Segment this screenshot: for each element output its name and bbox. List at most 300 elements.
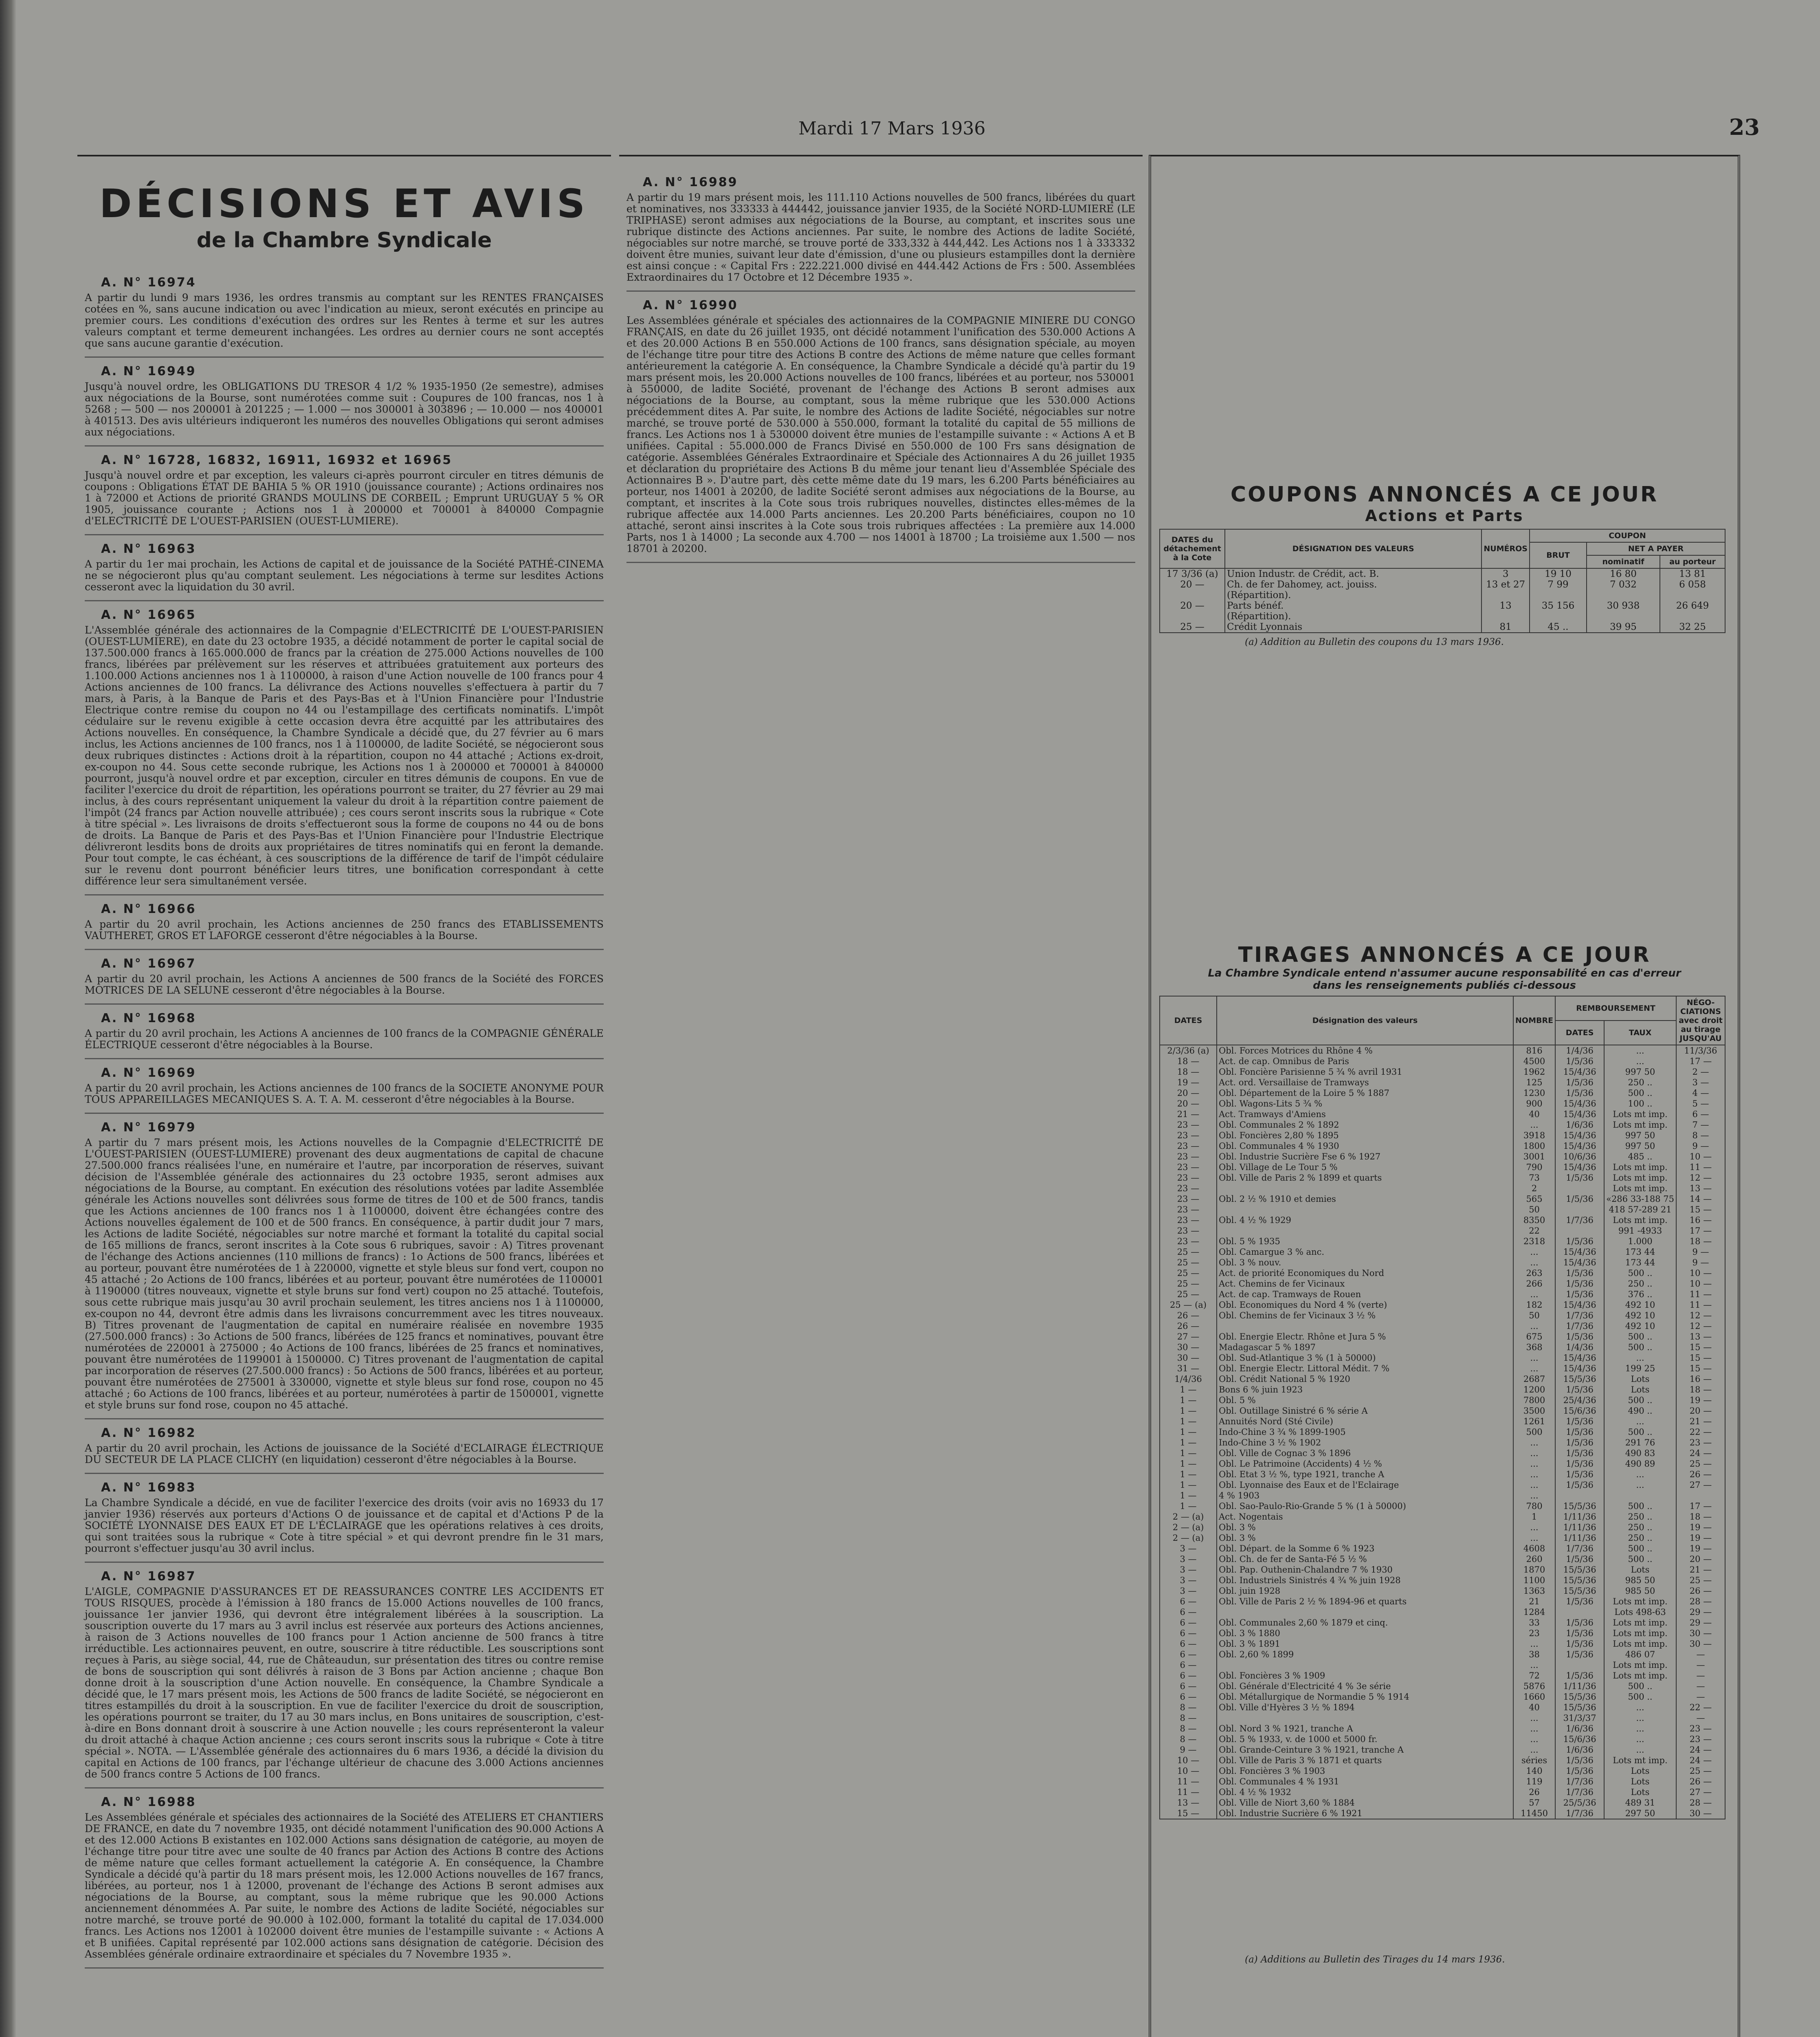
- cell-taux: ...: [1604, 1734, 1676, 1744]
- cell-designation: Obl. Ville de Paris 3 % 1871 et quarts: [1217, 1755, 1513, 1766]
- cell-designation: Obl. Ch. de fer de Santa-Fé 5 ½ %: [1217, 1554, 1513, 1564]
- cell-date: 23 —: [1160, 1120, 1217, 1130]
- cell-taux: Lots: [1604, 1374, 1676, 1384]
- cell-porteur: 6 058: [1660, 579, 1725, 590]
- cell-nego: 17 —: [1676, 1225, 1725, 1236]
- cell-taux: Lots: [1604, 1384, 1676, 1395]
- cell-numero: 81: [1481, 622, 1530, 633]
- cell-taux: 500 ..: [1604, 1427, 1676, 1437]
- cell-nombre: 1200: [1513, 1384, 1555, 1395]
- cell-numero: [1481, 611, 1530, 622]
- cell-rdate: 15/5/36: [1555, 1586, 1604, 1596]
- table-row: [1160, 1808, 1725, 1819]
- cell-taux: 490 ..: [1604, 1406, 1676, 1416]
- cell-date: 8 —: [1160, 1713, 1217, 1723]
- cell-taux: 500 ..: [1604, 1342, 1676, 1353]
- cell-designation: Obl. juin 1928: [1217, 1586, 1513, 1596]
- table-row: [1160, 579, 1725, 590]
- cell-rdate: 1/11/36: [1555, 1533, 1604, 1543]
- table-row: [1160, 1437, 1725, 1448]
- avis-list-continued: [619, 169, 1143, 563]
- tirages-header-dates: DATES: [1160, 996, 1217, 1045]
- table-row: [1160, 1268, 1725, 1278]
- cell-nego: 18 —: [1676, 1511, 1725, 1522]
- avis-item: [85, 1005, 604, 1059]
- cell-rdate: 1/7/36: [1555, 1787, 1604, 1797]
- cell-date: 1 —: [1160, 1437, 1217, 1448]
- cell-rdate: 1/5/36: [1555, 1554, 1604, 1564]
- cell-nego: 22 —: [1676, 1702, 1725, 1713]
- table-row: [1160, 1331, 1725, 1342]
- cell-designation: [1217, 1660, 1513, 1670]
- cell-rdate: 15/4/36: [1555, 1353, 1604, 1363]
- coupons-header-dates: DATES du détachement à la Cote: [1160, 529, 1225, 568]
- cell-nombre: ...: [1513, 1437, 1555, 1448]
- cell-rdate: 15/4/36: [1555, 1257, 1604, 1268]
- table-row: [1160, 1395, 1725, 1406]
- cell-taux: ...: [1604, 1416, 1676, 1427]
- cell-nombre: 2318: [1513, 1236, 1555, 1247]
- cell-nego: 12 —: [1676, 1321, 1725, 1331]
- cell-taux: Lots mt imp.: [1604, 1109, 1676, 1120]
- coupons-subtitle: Actions et Parts: [1365, 507, 1524, 525]
- cell-nombre: 23: [1513, 1628, 1555, 1639]
- cell-designation: [1217, 1225, 1513, 1236]
- table-row: [1160, 601, 1725, 611]
- cell-date: 6 —: [1160, 1649, 1217, 1660]
- table-row: [1160, 1384, 1725, 1395]
- cell-nego: 10 —: [1676, 1268, 1725, 1278]
- cell-rdate: [1555, 1607, 1604, 1617]
- cell-date: 23 —: [1160, 1183, 1217, 1194]
- cell-designation: [1217, 1607, 1513, 1617]
- cell-taux: 173 44: [1604, 1247, 1676, 1257]
- tirages-header-rdates: DATES: [1555, 1021, 1604, 1045]
- cell-nego: —: [1676, 1649, 1725, 1660]
- cell-nombre: ...: [1513, 1257, 1555, 1268]
- table-row: [1160, 1109, 1725, 1120]
- cell-nombre: 3500: [1513, 1406, 1555, 1416]
- cell-rdate: 1/5/36: [1555, 1236, 1604, 1247]
- avis-text: L'Assemblée générale des actionnaires de la Compagnie d'ELECTRICITÉ DE L'OUEST-PARISIEN (OUEST-LUMIERE), en date du 23 octobre 1935, a décidé notamment de porter le capital social de 137.500.000 francs à 165.000.000 de francs par la création de 275.000 Actions nouvelles de 100 francs, libérées par prélèvement sur les réserves et attribuées gratuitement aux porteurs des 1.100.000 Actions anciennes nos 1 à 1100000, à raison d'une Action nouvelle de 100 francs pour 4 Actions anciennes de 100 francs. La délivrance des Actions nouvelles s'effectuera à partir du 7 mars, à Paris, à la Banque de Paris et des Pays-Bas et à l'Union Financière pour l'Industrie Electrique contre remise du coupon no 44 ou l'estampillage des certificats nominatifs. L'impôt cédulaire sur le revenu exigible à cette occasion devra être acquitté par les attributaires des Actions nouvelles. En conséquence, la Chambre Syndicale a décidé que, du 27 février au 6 mars inclus, les Actions anciennes de 100 francs, nos 1 à 1100000, de ladite Société, se négocieront sous deux rubriques distinctes : Actions droit à la répartition, coupon no 44 attaché ; Actions ex-droit, ex-coupon no 44. Sous cette seconde rubrique, les Actions nos 1 à 200000 et 700001 à 840000 pourront, jusqu'à nouvel ordre et par exception, circuler en titres démunis de coupons. En vue de faciliter l'exercice du droit de répartition, les opérations pourront se traiter, du 27 février au 29 mai inclus, à des cours représentant uniquement la valeur du droit à la répartition contre paiement de l'impôt (24 francs par Action nouvelle attribuée) ; ces cours seront inscrits sous la rubrique « Cote à titre spécial ». Les livraisons de droits s'effectueront sous la forme de coupons no 44 ou de bons de droits. La Banque de Paris et des Pays-Bas et l'Union Financière pour l'Industrie Electrique délivreront lesdits bons de droits aux propriétaires de titres nominatifs qui en feront la demande. Pour tout compte, le cas échéant, à ces souscriptions de la différence de tarif de l'impôt cédulaire sur le revenu dont pourront bénéficier leurs titres, une bonification correspondant à cette différence leur sera simultanément versée.: [85, 624, 604, 887]
- tirages-header-remboursement: REMBOURSEMENT: [1555, 996, 1676, 1021]
- cell-taux: 418 57-289 21: [1604, 1204, 1676, 1215]
- cell-nego: 14 —: [1676, 1194, 1725, 1204]
- cell-date: 23 —: [1160, 1215, 1217, 1225]
- cell-nego: 16 —: [1676, 1374, 1725, 1384]
- cell-rdate: 1/5/36: [1555, 1088, 1604, 1098]
- cell-nego: 18 —: [1676, 1384, 1725, 1395]
- cell-designation: Obl. Générale d'Electricité 4 % 3e série: [1217, 1681, 1513, 1692]
- cell-nombre: ...: [1513, 1744, 1555, 1755]
- table-row: [1160, 1543, 1725, 1554]
- cell-rdate: 10/6/36: [1555, 1151, 1604, 1162]
- cell-designation: [1217, 1204, 1513, 1215]
- cell-nego: 24 —: [1676, 1744, 1725, 1755]
- page-header: [65, 110, 1792, 147]
- cell-designation: Obl. Outillage Sinistré 6 % série A: [1217, 1406, 1513, 1416]
- table-row: [1160, 1533, 1725, 1543]
- cell-taux: 250 ..: [1604, 1511, 1676, 1522]
- cell-nombre: ...: [1513, 1353, 1555, 1363]
- cell-taux: Lots mt imp.: [1604, 1215, 1676, 1225]
- cell-date: 23 —: [1160, 1225, 1217, 1236]
- cell-taux: 492 10: [1604, 1310, 1676, 1321]
- avis-text: A partir du 20 avril prochain, les Actions de jouissance de la Société d'ECLAIRAGE ÉLECTRIQUE DU SECTEUR DE LA PLACE CLICHY (en liquidation) cesseront d'être négociables à la Bourse.: [85, 1442, 604, 1465]
- cell-taux: 486 07: [1604, 1649, 1676, 1660]
- avis-text: A partir du 1er mai prochain, les Actions de capital et de jouissance de la Société PATHÉ-CINEMA ne se négocieront plus qu'au comptant seulement. Les négociations à terme sur lesdites Actions cesseront avec la liquidation du 30 avril.: [85, 558, 604, 593]
- avis-item: [85, 1563, 604, 1788]
- cell-rdate: 31/3/37: [1555, 1713, 1604, 1723]
- cell-taux: Lots: [1604, 1564, 1676, 1575]
- cell-nego: 26 —: [1676, 1469, 1725, 1480]
- cell-taux: Lots mt imp.: [1604, 1172, 1676, 1183]
- cell-rdate: 15/5/36: [1555, 1501, 1604, 1511]
- cell-date: 9 —: [1160, 1744, 1217, 1755]
- avis-text: A partir du 7 mars présent mois, les Actions nouvelles de la Compagnie d'ELECTRICITÉ DE L'OUEST-PARISIEN (OUEST-LUMIERE) provenant des deux augmentations de capital de chacune 27.500.000 francs réalisées l'une, en numéraire et l'autre, par incorporation de réserves, suivant décision de l'Assemblée générale des actionnaires du 23 octobre 1935, seront admises aux négociations de la Bourse, au comptant. En exécution des résolutions votées par ladite Assemblée générale les Actions nouvelles sont délivrées sous forme de titres de 100 et de 500 francs, tandis que les Actions anciennes de 100 francs nos 1 à 1100000, doivent être échangées contre des Actions nouvelles également de 100 et de 500 francs. En conséquence, à partir dudit jour 7 mars, les Actions de ladite Société, négociables sur notre marché et formant la totalité du capital social de 165 millions de francs, seront inscrites à la Cote sous 6 rubriques, savoir : A) Titres provenant de l'échange des Actions anciennes (110 millions de francs) : 1o Actions de 500 francs, libérées et au porteur, pouvant être numérotées de 1 à 220000, vignette et style bleus sur fond vert, coupon no 45 attaché ; 2o Actions de 100 francs, libérées et au porteur, pouvant être numérotées de 1100001 à 1190000 (titres nouveaux, vignette et style bruns sur fond vert) coupon no 25 attaché. Toutefois, sous cette rubrique mais jusqu'au 30 avril prochain seulement, les titres anciens nos 1 à 1100000, ex-coupon no 44, devront être admis dans les livraisons concurremment avec les titres nouveaux. B) Titres provenant de l'augmentation de capital en numéraire réalisée en novembre 1935 (27.500.000 francs) : 3o Actions de 500 francs, libérées de 125 francs et nominatives, pouvant être numérotées de 220001 à 275000 ; 4o Actions de 100 francs, libérées de 25 francs et nominatives, pouvant être numérotées de 1199001 à 1500000. C) Titres provenant de l'augmentation de capital par incorporation de réserves (27.500.000 francs) : 5o Actions de 500 francs, libérées et au porteur, pouvant être numérotées de 275001 à 330000, vignette et style bleus sur fond rose, coupon no 45 attaché ; 6o Actions de 100 francs, libérées et au porteur, numérotées à partir de 1500001, vignette et style bruns sur fond rose, coupon no 45 attaché.: [85, 1137, 604, 1411]
- cell-date: 23 —: [1160, 1172, 1217, 1183]
- cell-taux: 1.000: [1604, 1236, 1676, 1247]
- table-row: [1160, 1077, 1725, 1088]
- cell-taux: 250 ..: [1604, 1077, 1676, 1088]
- cell-nombre: 5876: [1513, 1681, 1555, 1692]
- cell-nego: 30 —: [1676, 1639, 1725, 1649]
- cell-date: 1 —: [1160, 1427, 1217, 1437]
- cell-designation: [1217, 1183, 1513, 1194]
- coupons-header-coupon: COUPON: [1530, 529, 1725, 542]
- cell-nombre: 1284: [1513, 1607, 1555, 1617]
- cell-nombre: 790: [1513, 1162, 1555, 1172]
- cell-nego: —: [1676, 1692, 1725, 1702]
- coupons-footnote: (a) Addition au Bulletin des coupons du 13 mars 1936.: [1245, 637, 1504, 647]
- cell-nego: 4 —: [1676, 1088, 1725, 1098]
- cell-nombre: 260: [1513, 1554, 1555, 1564]
- cell-taux: Lots mt imp.: [1604, 1660, 1676, 1670]
- cell-nombre: ...: [1513, 1660, 1555, 1670]
- cell-designation: Act. Chemins de fer Vicinaux: [1217, 1278, 1513, 1289]
- avis-text: L'AIGLE, COMPAGNIE D'ASSURANCES ET DE REASSURANCES CONTRE LES ACCIDENTS ET TOUS RISQUES, procède à l'émission à 180 francs de 15.000 Actions nouvelles de 100 francs, jouissance 1er janvier 1936, qui devront être intégralement libérées à la souscription. La souscription ouverte du 17 mars au 3 avril inclus est réservée aux porteurs des Actions anciennes, à raison de 3 Actions nouvelles de 100 francs pour 1 Action ancienne de 500 francs à titre irréductible. Les actionnaires peuvent, en outre, souscrire à titre réductible. Les souscriptions sont reçues à Paris, au siège social, 44, rue de Châteaudun, sur présentation des titres ou contre remise de bons de souscription qui sont délivrés à raison de 3 Bons par Action ancienne ; chaque Bon donne droit à la souscription d'une Action nouvelle. En conséquence, la Chambre Syndicale a décidé que, le 17 mars présent mois, les Actions de 500 francs de ladite Société, se négocieront en titres estampillés du droit à la souscription. En vue de faciliter l'exercice du droit de souscription, les opérations pourront se traiter, du 17 au 30 mars inclus, en Bons unitaires de souscription, c'est-à-dire en Bons donnant droit à souscrire à une Action nouvelle ; les cours représenteront la valeur du droit attaché à chaque Action ancienne ; ces cours seront inscrits sous la rubrique « Cote à titre spécial ». NOTA. — L'Assemblée générale des actionnaires du 6 mars 1936, a décidé la division du capital en Actions de 100 francs, par l'échange ultérieur de chacune des 3.000 Actions anciennes de 500 francs contre 5 Actions de 100 francs.: [85, 1586, 604, 1780]
- table-row: [1160, 1458, 1725, 1469]
- cell-designation: Obl. Energie Electr. Rhône et Jura 5 %: [1217, 1331, 1513, 1342]
- cell-designation: Obl. 3 % 1880: [1217, 1628, 1513, 1639]
- table-row: [1160, 1649, 1725, 1660]
- cell-rdate: 15/4/36: [1555, 1109, 1604, 1120]
- cell-porteur: 32 25: [1660, 622, 1725, 633]
- avis-item: [85, 535, 604, 601]
- cell-nego: 11/3/36: [1676, 1045, 1725, 1056]
- cell-nego: 25 —: [1676, 1575, 1725, 1586]
- cell-taux: 500 ..: [1604, 1543, 1676, 1554]
- cell-nombre: ...: [1513, 1458, 1555, 1469]
- cell-date: 6 —: [1160, 1670, 1217, 1681]
- table-row: [1160, 1056, 1725, 1067]
- table-row: [1160, 1406, 1725, 1416]
- cell-nego: 17 —: [1676, 1056, 1725, 1067]
- cell-date: 2 — (a): [1160, 1533, 1217, 1543]
- cell-nombre: ...: [1513, 1480, 1555, 1490]
- table-row: [1160, 1225, 1725, 1236]
- table-row: [1160, 1776, 1725, 1787]
- cell-designation: Obl. Département de la Loire 5 % 1887: [1217, 1088, 1513, 1098]
- cell-date: 1 —: [1160, 1469, 1217, 1480]
- cell-taux: 500 ..: [1604, 1554, 1676, 1564]
- cell-date: 3 —: [1160, 1543, 1217, 1554]
- cell-designation: Obl. Lyonnaise des Eaux et de l'Eclairage: [1217, 1480, 1513, 1490]
- cell-brut: 7 99: [1530, 579, 1587, 590]
- cell-designation: [1217, 1321, 1513, 1331]
- cell-designation: Indo-Chine 3 ½ % 1902: [1217, 1437, 1513, 1448]
- table-row: [1160, 1490, 1725, 1501]
- avis-item: [85, 1788, 604, 1969]
- table-row: [1160, 1469, 1725, 1480]
- cell-rdate: 1/7/36: [1555, 1543, 1604, 1554]
- cell-taux: Lots mt imp.: [1604, 1120, 1676, 1130]
- cell-taux: 500 ..: [1604, 1088, 1676, 1098]
- cell-nombre: 900: [1513, 1098, 1555, 1109]
- cell-nombre: 500: [1513, 1427, 1555, 1437]
- cell-rdate: 15/4/36: [1555, 1247, 1604, 1257]
- cell-nego: 16 —: [1676, 1215, 1725, 1225]
- cell-taux: Lots mt imp.: [1604, 1596, 1676, 1607]
- cell-rdate: 1/5/36: [1555, 1416, 1604, 1427]
- cell-taux: 485 ..: [1604, 1151, 1676, 1162]
- cell-nego: —: [1676, 1670, 1725, 1681]
- cell-nombre: 266: [1513, 1278, 1555, 1289]
- cell-nego: 19 —: [1676, 1533, 1725, 1543]
- cell-rdate: 1/5/36: [1555, 1755, 1604, 1766]
- cell-date: 20 —: [1160, 1098, 1217, 1109]
- cell-taux: Lots: [1604, 1766, 1676, 1776]
- cell-nombre: 50: [1513, 1204, 1555, 1215]
- table-row: [1160, 1247, 1725, 1257]
- cell-nombre: 40: [1513, 1702, 1555, 1713]
- cell-designation: Obl. Village de Le Tour 5 %: [1217, 1162, 1513, 1172]
- cell-date: 23 —: [1160, 1162, 1217, 1172]
- cell-nego: 27 —: [1676, 1787, 1725, 1797]
- table-row: [1160, 1215, 1725, 1225]
- cell-taux: Lots mt imp.: [1604, 1639, 1676, 1649]
- cell-designation: Obl. Foncières 3 % 1903: [1217, 1766, 1513, 1776]
- cell-date: 18 —: [1160, 1056, 1217, 1067]
- cell-date: 30 —: [1160, 1353, 1217, 1363]
- cell-taux: 985 50: [1604, 1575, 1676, 1586]
- table-row: [1160, 1554, 1725, 1564]
- cell-taux: 250 ..: [1604, 1522, 1676, 1533]
- cell-rdate: 15/5/36: [1555, 1564, 1604, 1575]
- cell-nombre: 816: [1513, 1045, 1555, 1056]
- avis-item: [85, 447, 604, 535]
- cell-taux: 997 50: [1604, 1130, 1676, 1141]
- table-row: [1160, 1702, 1725, 1713]
- cell-nombre: 33: [1513, 1617, 1555, 1628]
- cell-nombre: 1100: [1513, 1575, 1555, 1586]
- cell-taux: 490 83: [1604, 1448, 1676, 1458]
- cell-nominatif: 30 938: [1587, 601, 1660, 611]
- cell-date: 1 —: [1160, 1406, 1217, 1416]
- cell-date: 1 —: [1160, 1501, 1217, 1511]
- cell-rdate: 1/5/36: [1555, 1384, 1604, 1395]
- cell-designation: Obl. Sud-Atlantique 3 % (1 à 50000): [1217, 1353, 1513, 1363]
- cell-designation: Obl. 2 ½ % 1910 et demies: [1217, 1194, 1513, 1204]
- cell-taux: 492 10: [1604, 1300, 1676, 1310]
- table-row: [1160, 1120, 1725, 1130]
- cell-rdate: 1/7/36: [1555, 1215, 1604, 1225]
- avis-number: A. N° 16979: [101, 1120, 196, 1135]
- cell-nego: 26 —: [1676, 1586, 1725, 1596]
- cell-nombre: ...: [1513, 1363, 1555, 1374]
- cell-taux: [1604, 1490, 1676, 1501]
- cell-date: [1160, 590, 1225, 601]
- cell-taux: Lots mt imp.: [1604, 1670, 1676, 1681]
- table-row: [1160, 1278, 1725, 1289]
- coupons-section: [1151, 482, 1738, 648]
- table-row: [1160, 1300, 1725, 1310]
- cell-date: 2 — (a): [1160, 1511, 1217, 1522]
- cell-nombre: ...: [1513, 1490, 1555, 1501]
- cell-numero: 3: [1481, 568, 1530, 579]
- cell-rdate: 15/5/36: [1555, 1575, 1604, 1586]
- cell-nombre: 125: [1513, 1077, 1555, 1088]
- cell-rdate: 1/5/36: [1555, 1628, 1604, 1639]
- cell-nombre: 780: [1513, 1501, 1555, 1511]
- table-row: [1160, 1416, 1725, 1427]
- cell-rdate: 1/5/36: [1555, 1427, 1604, 1437]
- cell-date: 3 —: [1160, 1564, 1217, 1575]
- cell-date: 1 —: [1160, 1480, 1217, 1490]
- cell-rdate: [1555, 1204, 1604, 1215]
- table-row: [1160, 1236, 1725, 1247]
- cell-nombre: 11450: [1513, 1808, 1555, 1819]
- table-row: [1160, 1797, 1725, 1808]
- table-row: [1160, 1713, 1725, 1723]
- cell-nego: 3 —: [1676, 1077, 1725, 1088]
- cell-date: [1160, 611, 1225, 622]
- cell-date: 1 —: [1160, 1416, 1217, 1427]
- cell-designation: Act. de cap. Omnibus de Paris: [1217, 1056, 1513, 1067]
- cell-designation: Act. de cap. Tramways de Rouen: [1217, 1289, 1513, 1300]
- cell-rdate: 1/5/36: [1555, 1077, 1604, 1088]
- cell-rdate: [1555, 1225, 1604, 1236]
- cell-porteur: 13 81: [1660, 568, 1725, 579]
- column-tables: [1149, 155, 1740, 2037]
- cell-rdate: 25/5/36: [1555, 1797, 1604, 1808]
- cell-designation: Obl. Foncières 2,80 % 1895: [1217, 1130, 1513, 1141]
- table-row: [1160, 1501, 1725, 1511]
- cell-brut: 45 ..: [1530, 622, 1587, 633]
- cell-taux: Lots mt imp.: [1604, 1183, 1676, 1194]
- cell-nego: 29 —: [1676, 1617, 1725, 1628]
- cell-date: 6 —: [1160, 1639, 1217, 1649]
- cell-date: 20 —: [1160, 1088, 1217, 1098]
- cell-designation: Obl. Le Patrimoine (Accidents) 4 ½ %: [1217, 1458, 1513, 1469]
- avis-number: A. N° 16982: [101, 1426, 196, 1440]
- cell-rdate: 1/5/36: [1555, 1670, 1604, 1681]
- cell-nombre: 21: [1513, 1596, 1555, 1607]
- cell-designation: Parts bénéf.: [1225, 601, 1481, 611]
- table-row: [1160, 1744, 1725, 1755]
- avis-text: Jusqu'à nouvel ordre, les OBLIGATIONS DU TRESOR 4 1/2 % 1935-1950 (2e semestre), admises aux négociations de la Bourse, sont numérotées comme suit : Coupures de 100 francas, nos 1 à 5268 ; — 500 — nos 200001 à 201225 ; — 1.000 — nos 300001 à 303896 ; — 10.000 — nos 400001 à 401513. Des avis ultérieurs indiqueront les numéros des nouvelles Obligations qui seront admises aux négociations.: [85, 381, 604, 438]
- cell-taux: 500 ..: [1604, 1395, 1676, 1406]
- cell-date: 10 —: [1160, 1755, 1217, 1766]
- cell-nombre: 4608: [1513, 1543, 1555, 1554]
- coupons-table: [1159, 529, 1725, 633]
- cell-rdate: 1/4/36: [1555, 1342, 1604, 1353]
- cell-rdate: [1555, 1183, 1604, 1194]
- cell-nego: 24 —: [1676, 1755, 1725, 1766]
- table-row: [1160, 1575, 1725, 1586]
- cell-designation: Obl. 2,60 % 1899: [1217, 1649, 1513, 1660]
- avis-item: [85, 358, 604, 447]
- cell-date: 1 —: [1160, 1490, 1217, 1501]
- cell-nombre: 2: [1513, 1183, 1555, 1194]
- cell-nombre: 26: [1513, 1787, 1555, 1797]
- table-row: [1160, 611, 1725, 622]
- avis-number: A. N° 16949: [101, 364, 196, 378]
- cell-date: 1 —: [1160, 1395, 1217, 1406]
- table-row: [1160, 1321, 1725, 1331]
- cell-designation: Act. ord. Versaillaise de Tramways: [1217, 1077, 1513, 1088]
- avis-number: A. N° 16728, 16832, 16911, 16932 et 16965: [101, 453, 453, 467]
- cell-nombre: 140: [1513, 1766, 1555, 1776]
- cell-date: 20 —: [1160, 579, 1225, 590]
- cell-date: 2 — (a): [1160, 1522, 1217, 1533]
- cell-designation: Obl. Camargue 3 % anc.: [1217, 1247, 1513, 1257]
- avis-text: A partir du lundi 9 mars 1936, les ordres transmis au comptant sur les RENTES FRANÇAISES cotées en %, sans aucune indication ou avec l'indication au mieux, seront exécutés en principe au premier cours. Les conditions d'exécution des ordres sur les Rentes à terme et sur les autres valeurs comptant et terme demeurent inchangées. Les ordres au dernier cours ne sont acceptés que sans aucune garantie d'exécution.: [85, 292, 604, 349]
- cell-date: 6 —: [1160, 1692, 1217, 1702]
- cell-designation: Obl. Industriels Sinistrés 4 ¾ % juin 1928: [1217, 1575, 1513, 1586]
- avis-text: Les Assemblées générale et spéciales des actionnaires de la COMPAGNIE MINIERE DU CONGO FRANÇAIS, en date du 26 juillet 1935, ont décidé notamment l'unification des 530.000 Actions A et des 20.000 Actions B en 550.000 Actions de 100 francs, sans désignation spéciale, au moyen de l'échange titre pour titre des Actions B contre des Actions de même nature que celles formant antérieurement la catégorie A. En conséquence, la Chambre Syndicale a décidé qu'à partir du 19 mars présent mois, les 20.000 Actions nouvelles de 100 francs, libérées et au porteur, nos 530001 à 550000, de ladite Société, provenant de l'échange des Actions B seront admises aux négociations de la Bourse, au comptant, sous la même rubrique que les 530.000 Actions précédemment dites A. Par suite, le nombre des Actions de ladite Société, négociables sur notre marché, se trouve porté de 530.000 à 550.000, formant la totalité du capital de 55 millions de francs. Les Actions nos 1 à 530000 doivent être munies de l'estampille suivante : « Actions A et B unifiées. Capital : 55.000.000 de Francs Divisé en 550.000 de 100 Frs sans désignation de catégorie. Assemblées Générales Extraordinaire et Spéciale des Actionnaires A du 26 juillet 1935 et déclaration du propriétaire des Actions B du même jour tenant lieu d'Assemblée Spéciale des Actionnaires B ». D'autre part, dès cette même date du 19 mars, les 6.200 Parts bénéficiaires au porteur, nos 14001 à 20200, de ladite Société seront admises aux négociations de la Bourse, au comptant, et inscrites à la Cote sous trois rubriques nouvelles, distinctes elles-mêmes de la rubrique affectée aux 14.000 Parts anciennes. Les 20.200 Parts bénéficiaires, coupon no 10 attaché, seront ainsi inscrites à la Cote sous trois rubriques affectées : La première aux 14.000 Parts, nos 1 à 14000 ; La seconde aux 4.700 — nos 14001 à 18700 ; La troisième aux 1.500 — nos 18701 à 20200.: [626, 315, 1135, 554]
- cell-nego: 20 —: [1676, 1406, 1725, 1416]
- coupons-table-body: [1160, 568, 1725, 633]
- avis-number: A. N° 16969: [101, 1066, 196, 1080]
- cell-date: 8 —: [1160, 1734, 1217, 1744]
- cell-nego: 28 —: [1676, 1596, 1725, 1607]
- cell-nego: 9 —: [1676, 1257, 1725, 1268]
- cell-porteur: [1660, 590, 1725, 601]
- cell-designation: Obl. Ville de Paris 2 % 1899 et quarts: [1217, 1172, 1513, 1183]
- cell-nombre: 263: [1513, 1268, 1555, 1278]
- cell-taux: 100 ..: [1604, 1098, 1676, 1109]
- avis-item: [85, 895, 604, 950]
- table-row: [1160, 1660, 1725, 1670]
- avis-text: Jusqu'à nouvel ordre et par exception, les valeurs ci-après pourront circuler en titres démunis de coupons : Obligations ÉTAT DE BAHIA 5 % OR 1910 (jouissance courante) ; Actions ordinaires nos 1 à 72000 et Actions de priorité GRANDS MOULINS DE CORBEIL ; Emprunt URUGUAY 5 % OR 1905, jouissance courante ; Actions nos 1 à 200000 et 700001 à 840000 Compagnie d'ELECTRICITÉ DE L'OUEST-PARISIEN (OUEST-LUMIERE).: [85, 469, 604, 527]
- cell-date: 10 —: [1160, 1766, 1217, 1776]
- cell-rdate: 1/5/36: [1555, 1056, 1604, 1067]
- table-row: [1160, 1586, 1725, 1596]
- cell-nombre: ...: [1513, 1713, 1555, 1723]
- cell-nombre: 4500: [1513, 1056, 1555, 1067]
- cell-numero: 13 et 27: [1481, 579, 1530, 590]
- cell-brut: 19 10: [1530, 568, 1587, 579]
- cell-designation: Obl. Métallurgique de Normandie 5 % 1914: [1217, 1692, 1513, 1702]
- table-row: [1160, 1289, 1725, 1300]
- cell-designation: Obl. 3 %: [1217, 1522, 1513, 1533]
- cell-rdate: 1/4/36: [1555, 1045, 1604, 1056]
- table-row: [1160, 1564, 1725, 1575]
- cell-designation: Act. Nogentais: [1217, 1511, 1513, 1522]
- table-row: [1160, 1310, 1725, 1321]
- cell-nego: 12 —: [1676, 1310, 1725, 1321]
- cell-rdate: 15/5/36: [1555, 1374, 1604, 1384]
- cell-nego: 9 —: [1676, 1141, 1725, 1151]
- cell-nombre: 72: [1513, 1670, 1555, 1681]
- table-row: [1160, 1628, 1725, 1639]
- cell-designation: Annuités Nord (Sté Civile): [1217, 1416, 1513, 1427]
- cell-rdate: 1/5/36: [1555, 1639, 1604, 1649]
- cell-rdate: 1/5/36: [1555, 1649, 1604, 1660]
- cell-date: 1/4/36: [1160, 1374, 1217, 1384]
- table-row: [1160, 1448, 1725, 1458]
